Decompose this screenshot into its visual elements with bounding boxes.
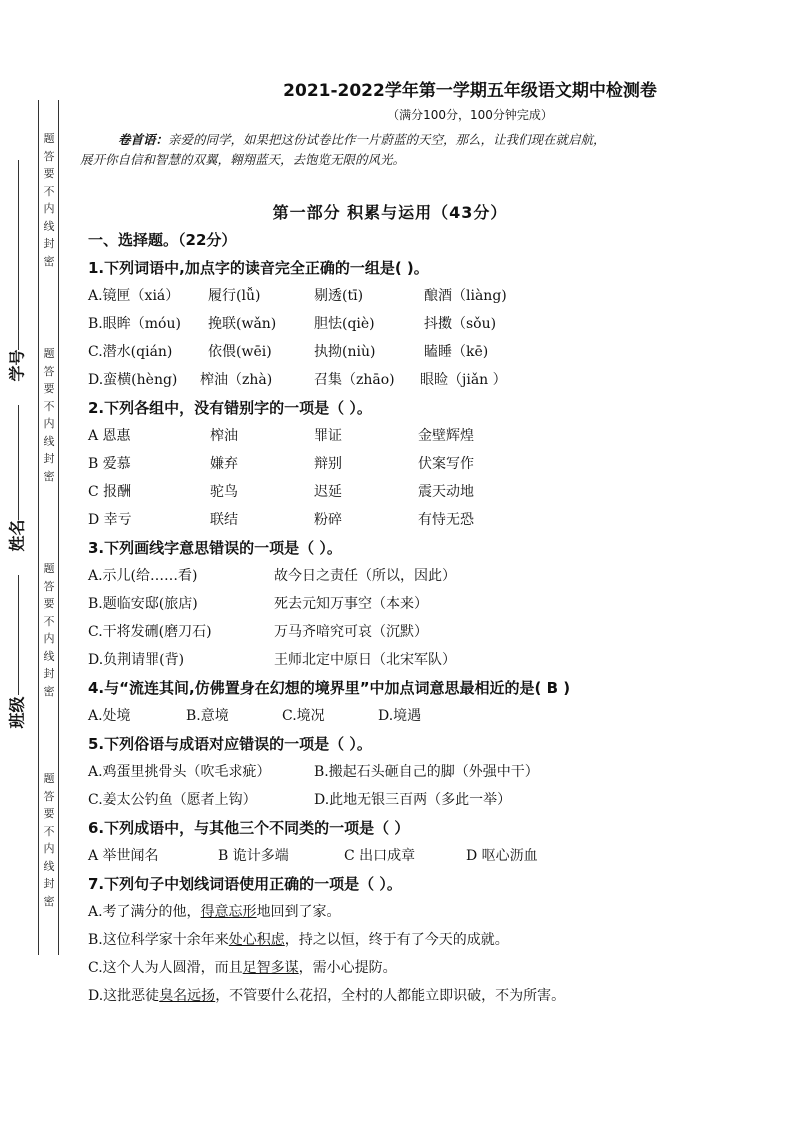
- option-text: 榨油（zhà): [200, 372, 273, 388]
- option-text: 眼睑（jiǎn ）: [420, 372, 507, 388]
- exam-subtitle: （满分100分，100分钟完成）: [387, 108, 553, 122]
- option-text: 震天动地: [418, 484, 474, 500]
- option-text: 粉碎: [314, 512, 342, 528]
- binding-line-outer: [38, 100, 39, 955]
- question-6-stem: 6.下列成语中，与其他三个不同类的一项是（ ）: [88, 819, 410, 837]
- option-text: B.意境: [186, 708, 229, 724]
- underlined-idiom: 得意忘形: [200, 904, 257, 920]
- seal-text-3: 题 答 要 不 内 线 封 密: [43, 562, 55, 698]
- seal-text-2: 题 答 要 不 内 线 封 密: [43, 347, 55, 483]
- option-text: 胆怯(qiè): [314, 316, 375, 332]
- underlined-idiom: 足智多谋: [242, 960, 299, 976]
- question-4-stem: 4.与“流连其间,仿佛置身在幻想的境界里”中加点词意思最相近的是( B ): [88, 679, 571, 697]
- seal-text-4: 题 答 要 不 内 线 封 密: [43, 772, 55, 908]
- option-text: A.示儿(给……看): [88, 568, 198, 584]
- question-5-stem: 5.下列俗语与成语对应错误的一项是（ ）。: [88, 735, 372, 753]
- option-text: 驼鸟: [210, 484, 238, 500]
- binding-line-inner: [58, 100, 59, 955]
- part-title: 第一部分 积累与运用（43分）: [272, 203, 508, 222]
- option-text: D 幸亏: [88, 512, 132, 528]
- option-text: 依偎(wēi): [208, 344, 272, 360]
- sentence-text: D.这批恶徒: [88, 988, 160, 1004]
- sentence-text: ，持之以恒，终于有了今天的成就。: [284, 932, 509, 948]
- sentence-text: B.这位科学家十余年来: [88, 932, 229, 948]
- option-text: B 诡计多端: [218, 848, 289, 864]
- option-text: B 爱慕: [88, 456, 131, 472]
- option-text: C 报酬: [88, 484, 132, 500]
- option-text: B.题临安邸(旅店): [88, 596, 198, 612]
- option-text: 死去元知万事空（本来）: [274, 596, 428, 612]
- option-text: 酿酒（liàng): [424, 288, 507, 304]
- sentence-text: C.这个人为人圆滑，而且: [88, 960, 243, 976]
- q7-option-a: [88, 901, 341, 921]
- option-text: A.镜匣（xiá）: [88, 288, 180, 304]
- section-title: 一、选择题。（22分）: [88, 231, 237, 249]
- question-7-stem: 7.下列句子中划线词语使用正确的一项是（ ）。: [88, 875, 402, 893]
- option-text: 辩别: [314, 456, 342, 472]
- option-text: D.蛮横(hèng): [88, 372, 178, 388]
- sentence-text: 地回到了家。: [256, 904, 341, 920]
- option-text: C.境况: [282, 708, 325, 724]
- option-text: C.姜太公钓鱼（愿者上钩）: [88, 792, 257, 808]
- option-text: 万马齐喑究可哀（沉默）: [274, 624, 428, 640]
- q7-option-c: [88, 957, 397, 977]
- q7-option-b: [88, 929, 509, 949]
- option-text: 迟延: [314, 484, 342, 500]
- option-text: B.眼眸（móu): [88, 316, 181, 332]
- q7-option-d: [88, 985, 565, 1005]
- option-text: 罪证: [314, 428, 342, 444]
- option-text: 联结: [210, 512, 238, 528]
- option-text: A.鸡蛋里挑骨头（吹毛求疵）: [88, 764, 271, 780]
- student-id-line[interactable]: [18, 160, 19, 350]
- option-text: 金壁辉煌: [418, 428, 474, 444]
- question-2-stem: 2.下列各组中，没有错别字的一项是（ ）。: [88, 399, 372, 417]
- intro-line-2: 展开你自信和智慧的双翼，翱翔蓝天，去饱览无限的风光。: [80, 152, 406, 167]
- option-text: A 举世闻名: [88, 848, 159, 864]
- option-text: 抖擞（sǒu): [424, 316, 497, 332]
- option-text: 瞌睡（kē): [424, 344, 489, 360]
- option-text: C.干将发硎(磨刀石): [88, 624, 212, 640]
- option-text: D 呕心沥血: [466, 848, 538, 864]
- option-text: 挽联(wǎn): [208, 316, 277, 332]
- option-text: A 恩惠: [88, 428, 131, 444]
- option-text: 王师北定中原日（北宋军队）: [274, 652, 456, 668]
- question-1-stem: 1.下列词语中,加点字的读音完全正确的一组是( )。: [88, 259, 429, 277]
- option-text: D.此地无银三百两（多此一举）: [314, 792, 512, 808]
- option-text: A.处境: [88, 708, 131, 724]
- student-id-label: 学号: [7, 349, 27, 382]
- option-text: 履行(lǚ): [208, 288, 261, 304]
- option-text: 故今日之责任（所以，因此）: [274, 568, 456, 584]
- exam-title: 2021-2022学年第一学期五年级语文期中检测卷: [283, 81, 657, 101]
- class-label: 班级: [7, 696, 27, 729]
- option-text: 剔透(tī): [314, 288, 364, 304]
- option-text: D.负荆请罪(背): [88, 652, 185, 668]
- option-text: 有恃无恐: [418, 512, 474, 528]
- underlined-idiom: 臭名远扬: [159, 988, 216, 1004]
- seal-text-1: 题 答 要 不 内 线 封 密: [43, 132, 55, 268]
- option-text: 嫌弃: [210, 456, 238, 472]
- underlined-idiom: 处心积虑: [228, 932, 285, 948]
- option-text: D.境遇: [378, 708, 422, 724]
- sentence-text: ，不管要什么花招，全村的人都能立即识破，不为所害。: [215, 988, 566, 1004]
- option-text: 伏案写作: [418, 456, 474, 472]
- class-line[interactable]: [18, 575, 19, 695]
- intro-paragraph: [80, 130, 740, 170]
- name-line[interactable]: [18, 405, 19, 520]
- option-text: B.搬起石头砸自己的脚（外强中干）: [314, 764, 539, 780]
- option-text: C 出口成章: [344, 848, 416, 864]
- option-text: C.潜水(qián): [88, 344, 173, 360]
- option-text: 榨油: [210, 428, 238, 444]
- sentence-text: A.考了满分的他，: [88, 904, 201, 920]
- option-text: 召集（zhāo): [314, 372, 395, 388]
- question-3-stem: 3.下列画线字意思错误的一项是（ ）。: [88, 539, 342, 557]
- intro-label: 卷首语：: [118, 132, 169, 147]
- option-text: 执拗(niù): [314, 344, 376, 360]
- intro-line-1: 亲爱的同学，如果把这份试卷比作一片蔚蓝的天空，那么，让我们现在就启航，: [168, 132, 606, 147]
- name-label: 姓名: [7, 519, 27, 552]
- sentence-text: ，需小心提防。: [298, 960, 397, 976]
